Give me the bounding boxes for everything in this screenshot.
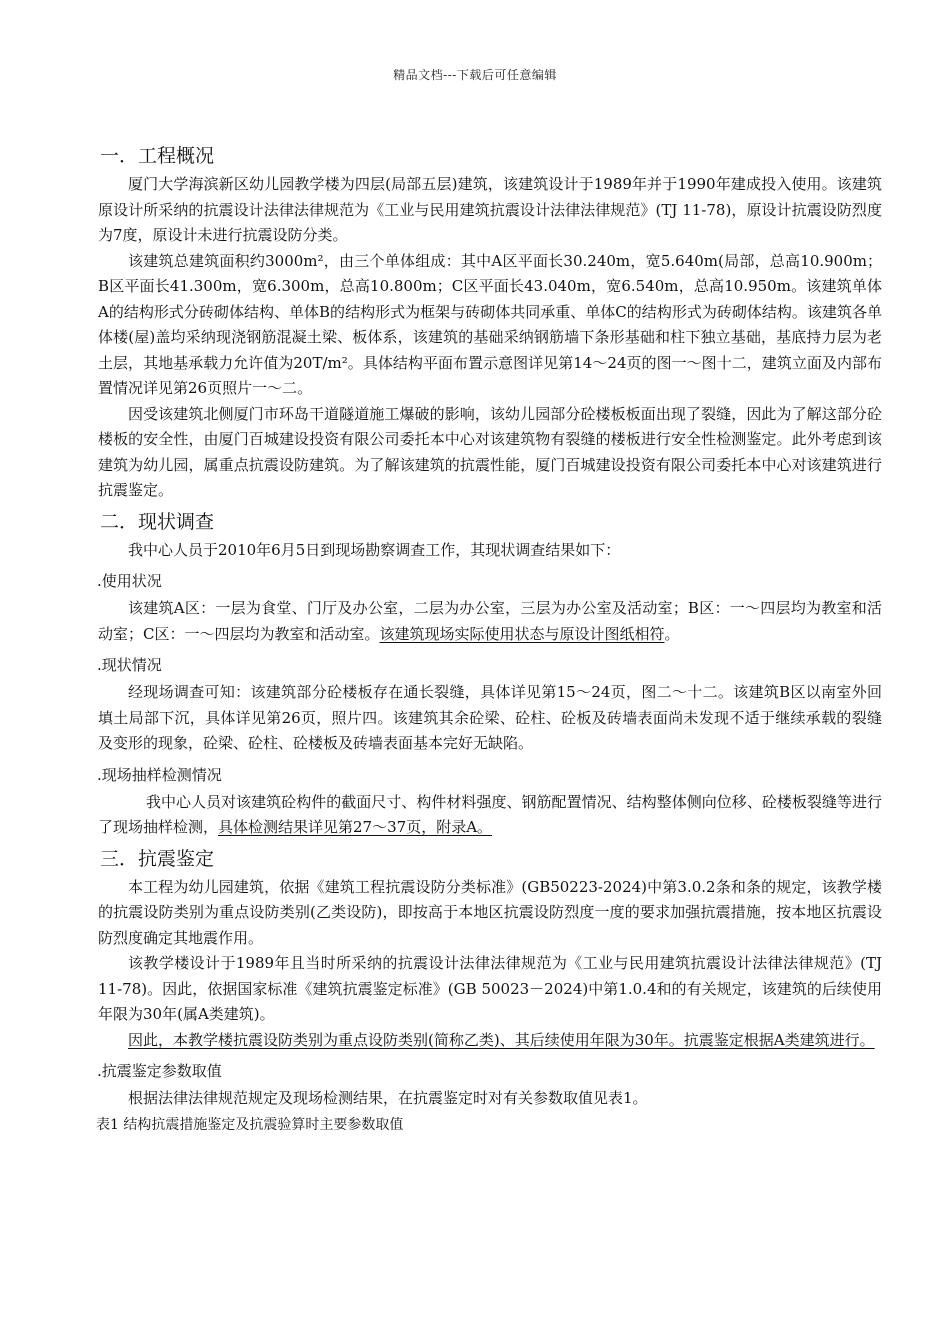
section-3-paragraph-4: 根据法律法律规范规定及现场检测结果，在抗震鉴定时对有关参数取值见表1。 [128, 1089, 648, 1107]
subheading-sampling-inspection: .现场抽样检测情况 [97, 765, 222, 784]
section-1-title: 一．工程概况 [100, 145, 215, 167]
usage-end-punct: 。 [664, 624, 680, 643]
section-1-paragraph-2: 该建筑总建筑面积约3000m²，由三个单体组成：其中A区平面长30.240m，宽5.640m(局部，总高10.900m；B区平面长41.300m，宽6.300m，总高10.800m；C区平面长43.040m，宽6.540m，总高10.950m。该建筑单体A的结构形式分砖砌体结构、单体B的结构形式为框架与砖砌体共同承重、单体C的结构形式为砖砌体结构。该建筑各单体楼(屋)盖均采纳现浇钢筋混凝土梁、板体系，该建筑的基础采纳钢筋墙下条形基础和柱下独立基础，基底持力层为老土层，其地基承载力允许值为20T/m²。具体结构平面布置示意图详见第14～24页的图一～图十二，建筑立面及内部布置情况详见第26页照片一～二。 [98, 251, 882, 397]
section-2-paragraph-1: 我中心人员于2010年6月5日到现场勘察调查工作，其现状调查结果如下： [128, 540, 621, 559]
document-body [98, 138, 882, 1136]
section-1-paragraph-3: 因受该建筑北侧厦门市环岛干道隧道施工爆破的影响，该幼儿园部分砼楼板板面出现了裂缝，因此为了解这部分砼楼板的安全性，由厦门百城建设投资有限公司委托本中心对该建筑物有裂缝的楼板进行安全性检测鉴定。此外考虑到该建筑为幼儿园，属重点抗震设防建筑。为了解该建筑的抗震性能，厦门百城建设投资有限公司委托本中心对该建筑进行抗震鉴定。 [98, 404, 882, 499]
section-2-paragraph-2 [98, 596, 882, 647]
subheading-current-condition: .现状情况 [97, 656, 162, 674]
table-1-caption: 表1 结构抗震措施鉴定及抗震验算时主要参数取值 [96, 1116, 404, 1133]
sampling-text: 我中心人员对该建筑砼构件的截面尺寸、构件材料强度、钢筋配置情况、结构整体侧向位移、砼楼板裂缝等进行了现场抽样检测， [98, 792, 882, 836]
section-3-paragraph-3 [98, 1028, 882, 1054]
subheading-parameter-values: .抗震鉴定参数取值 [97, 1062, 222, 1080]
section-2-title: 二．现状调查 [100, 510, 215, 533]
conclusion-underlined-text: 因此，本教学楼抗震设防类别为重点设防类别(简称乙类)、其后续使用年限为30年。抗震鉴定根据A类建筑进行。 [128, 1030, 875, 1049]
section-1-paragraph-1: 厦门大学海滨新区幼儿园教学楼为四层(局部五层)建筑，该建筑设计于1989年并于1990年建成投入使用。该建筑原设计所采纳的抗震设计法律法律规范为《工业与民用建筑抗震设计法律法律规范》(TJ 11-78)，原设计抗震设防烈度为7度，原设计未进行抗震设防分类。 [98, 175, 882, 244]
section-3-paragraph-2: 该教学楼设计于1989年且当时所采纳的抗震设计法律法律规范为《工业与民用建筑抗震设计法律法律规范》(TJ 11-78)。因此，依据国家标准《建筑抗震鉴定标准》(GB 50023－2024)中第1.0.4和的有关规定，该建筑的后续使用年限为30年(属A类建筑)。 [98, 954, 882, 1023]
section-3-title: 三．抗震鉴定 [100, 847, 215, 870]
section-2-paragraph-4 [98, 790, 882, 841]
page-header: 精品文档---下载后可任意编辑 [393, 68, 557, 82]
sampling-underlined-text: 具体检测结果详见第27～37页，附录A。 [218, 818, 493, 836]
section-2-paragraph-3: 经现场调查可知：该建筑部分砼楼板存在通长裂缝，具体详见第15～24页，图二～十二。该建筑B区以南室外回填土局部下沉，具体详见第26页，照片四。该建筑其余砼梁、砼柱、砼板及砖墙表面尚未发现不适于继续承载的裂缝及变形的现象，砼梁、砼柱、砼楼板及砖墙表面基本完好无缺陷。 [98, 683, 882, 752]
usage-text: 该建筑A区：一层为食堂、门厅及办公室，二层为办公室，三层为办公室及活动室；B区：一～四层均为教室和活动室；C区：一～四层均为教室和活动室。 [98, 599, 882, 643]
usage-underlined-text: 该建筑现场实际使用状态与原设计图纸相符 [379, 624, 665, 643]
section-3-paragraph-1: 本工程为幼儿园建筑，依据《建筑工程抗震设防分类标准》(GB50223-2024)中第3.0.2条和条的规定，该教学楼的抗震设防类别为重点设防类别(乙类设防)，即按高于本地区抗震设防烈度一度的要求加强抗震措施，按本地区抗震设防烈度确定其地震作用。 [98, 877, 882, 947]
subheading-usage-status: .使用状况 [97, 572, 162, 590]
